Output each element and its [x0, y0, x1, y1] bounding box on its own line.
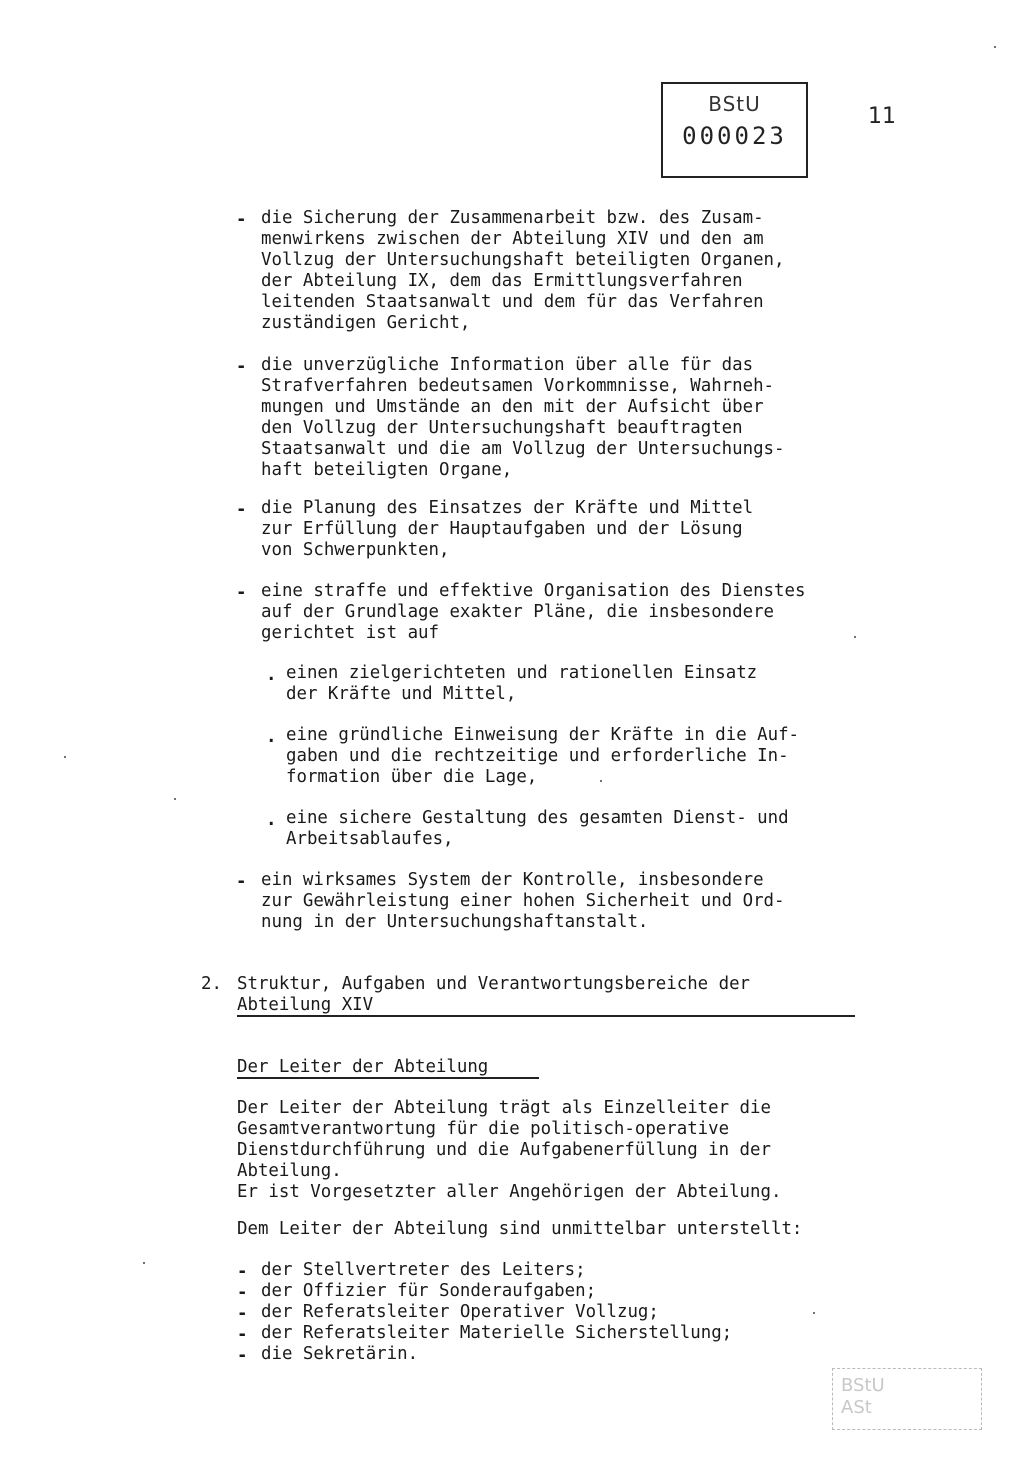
section-title-line2: Abteilung XIV: [237, 995, 374, 1015]
list-item-line: Staatsanwalt und die am Vollzug der Untersuchungs-: [261, 439, 785, 459]
faint-archive-stamp: [832, 1368, 982, 1430]
list-dash: -: [236, 210, 247, 230]
list-item-line: Vollzug der Untersuchungshaft beteiligten Organen,: [261, 250, 785, 270]
list-item-line: zuständigen Gericht,: [261, 313, 471, 333]
paragraph-line: Gesamtverantwortung für die politisch-operative: [237, 1119, 730, 1139]
stamp-number: 000023: [682, 122, 787, 150]
subordinate-item: die Sekretärin.: [261, 1344, 419, 1364]
section-underline: [237, 1015, 855, 1017]
page-number: 11: [868, 104, 896, 129]
faint-stamp-line2: ASt: [841, 1397, 872, 1418]
subsection-title: Der Leiter der Abteilung: [237, 1057, 489, 1077]
sub-item-line: der Kräfte und Mittel,: [286, 684, 517, 704]
list-dash: -: [237, 1283, 248, 1303]
scan-speck: [994, 46, 996, 48]
list-item-line: mungen und Umstände an den mit der Aufsicht über: [261, 397, 764, 417]
scan-speck: [854, 636, 856, 638]
sub-bullet: .: [266, 810, 277, 830]
section-number: 2.: [201, 974, 222, 994]
list-dash: -: [237, 1346, 248, 1366]
scan-speck: [143, 1262, 145, 1264]
list-dash: -: [237, 1262, 248, 1282]
list-dash: -: [236, 500, 247, 520]
list-item-line: menwirkens zwischen der Abteilung XIV und den am: [261, 229, 764, 249]
list-item-line: ein wirksames System der Kontrolle, insbesondere: [261, 870, 764, 890]
scan-speck: [174, 798, 176, 800]
faint-stamp-line1: BStU: [841, 1375, 885, 1396]
list-dash: -: [237, 1325, 248, 1345]
subsection-underline: [237, 1077, 539, 1079]
sub-item-line: einen zielgerichteten und rationellen Einsatz: [286, 663, 758, 683]
list-item-line: die Planung des Einsatzes der Kräfte und Mittel: [261, 498, 754, 518]
list-item-line: die Sicherung der Zusammenarbeit bzw. des Zusam-: [261, 208, 764, 228]
sub-item-line: Arbeitsablaufes,: [286, 829, 454, 849]
list-item-line: die unverzügliche Information über alle für das: [261, 355, 754, 375]
paragraph-line: Dienstdurchführung und die Aufgabenerfüllung in der: [237, 1140, 771, 1160]
list-item-line: auf der Grundlage exakter Pläne, die insbesondere: [261, 602, 775, 622]
list-item-line: nung in der Untersuchungshaftanstalt.: [261, 912, 649, 932]
list-item-line: von Schwerpunkten,: [261, 540, 450, 560]
list-item-line: zur Erfüllung der Hauptaufgaben und der Lösung: [261, 519, 743, 539]
list-item-line: gerichtet ist auf: [261, 623, 439, 643]
stamp-agency: BStU: [708, 92, 761, 116]
paragraph-line: Abteilung.: [237, 1161, 342, 1181]
list-dash: -: [236, 583, 247, 603]
sub-item-line: formation über die Lage,: [286, 767, 538, 787]
sub-item-line: eine gründliche Einweisung der Kräfte in die Auf-: [286, 725, 800, 745]
subordinate-item: der Offizier für Sonderaufgaben;: [261, 1281, 597, 1301]
scan-speck: [64, 756, 66, 758]
list-item-line: leitenden Staatsanwalt und dem für das Verfahren: [261, 292, 764, 312]
sub-bullet: .: [266, 727, 277, 747]
sub-bullet: .: [266, 665, 277, 685]
subordinate-item: der Referatsleiter Materielle Sicherstellung;: [261, 1323, 733, 1343]
list-item-line: zur Gewährleistung einer hohen Sicherheit und Ord-: [261, 891, 785, 911]
list-item-line: Strafverfahren bedeutsamen Vorkommnisse, Wahrneh-: [261, 376, 775, 396]
paragraph-line: Der Leiter der Abteilung trägt als Einzelleiter die: [237, 1098, 771, 1118]
section-title-line1: Struktur, Aufgaben und Verantwortungsbereiche der: [237, 974, 751, 994]
list-item-line: der Abteilung IX, dem das Ermittlungsverfahren: [261, 271, 743, 291]
list-dash: -: [236, 357, 247, 377]
scan-speck: [600, 780, 602, 782]
archive-stamp: [661, 82, 808, 178]
list-dash: -: [236, 872, 247, 892]
list-item-line: eine straffe und effektive Organisation des Dienstes: [261, 581, 806, 601]
subordinates-intro: Dem Leiter der Abteilung sind unmittelbar unterstellt:: [237, 1219, 803, 1239]
scan-speck: [813, 1312, 815, 1314]
list-item-line: haft beteiligten Organe,: [261, 460, 513, 480]
list-dash: -: [237, 1304, 248, 1324]
sub-item-line: gaben und die rechtzeitige und erforderliche In-: [286, 746, 789, 766]
sub-item-line: eine sichere Gestaltung des gesamten Dienst- und: [286, 808, 789, 828]
list-item-line: den Vollzug der Untersuchungshaft beauftragten: [261, 418, 743, 438]
subordinate-item: der Referatsleiter Operativer Vollzug;: [261, 1302, 659, 1322]
paragraph-line: Er ist Vorgesetzter aller Angehörigen der Abteilung.: [237, 1182, 782, 1202]
subordinate-item: der Stellvertreter des Leiters;: [261, 1260, 586, 1280]
